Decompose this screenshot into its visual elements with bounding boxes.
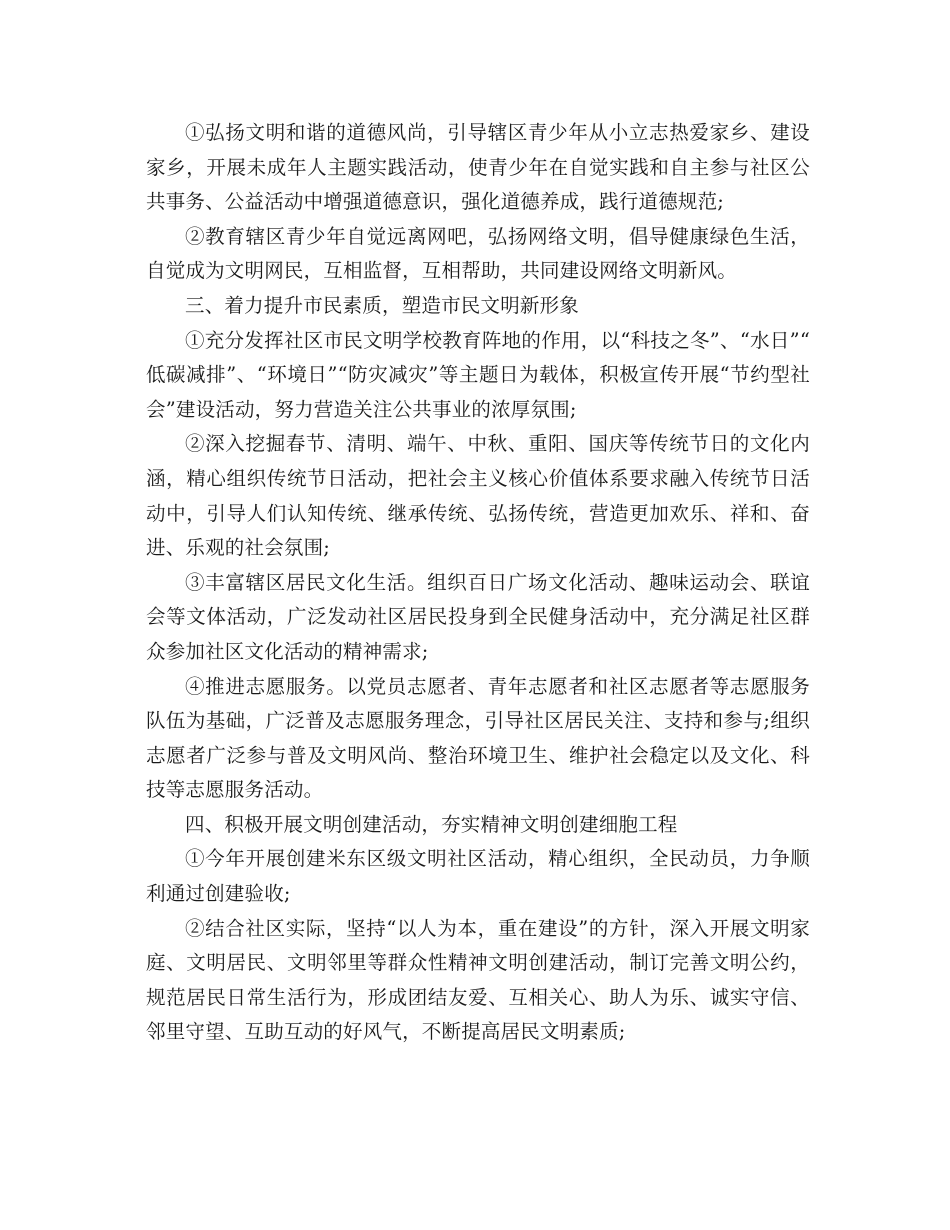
paragraph-goal-3-1: ①充分发挥社区市民文明学校教育阵地的作用，以“科技之冬”、“水日”“低碳减排”、“环境日”“防灾减灾”等主题日为载体，积极宣传开展“节约型社会”建设活动，努力营造关注公共事业的浓厚氛围;	[146, 328, 810, 421]
paragraph-goal-1-2: ②教育辖区青少年自觉远离网吧，弘扬网络文明，倡导健康绿色生活，自觉成为文明网民，互相监督，互相帮助，共同建设网络文明新风。	[146, 224, 810, 283]
section-heading-3: 三、着力提升市民素质，塑造市民文明新形象	[185, 293, 580, 317]
paragraph-goal-3-3: ③丰富辖区居民文化生活。组织百日广场文化活动、趣味运动会、联谊会等文体活动，广泛发动社区居民投身到全民健身活动中，充分满足社区群众参加社区文化活动的精神需求;	[146, 570, 810, 663]
paragraph-goal-3-2: ②深入挖掘春节、清明、端午、中秋、重阳、国庆等传统节日的文化内涵，精心组织传统节日活动，把社会主义核心价值体系要求融入传统节日活动中，引导人们认知传统、继承传统、弘扬传统，营造更加欢乐、祥和、奋进、乐观的社会氛围;	[146, 432, 810, 560]
paragraph-goal-1-1: ①弘扬文明和谐的道德风尚，引导辖区青少年从小立志热爱家乡、建设家乡，开展未成年人主题实践活动，使青少年在自觉实践和自主参与社区公共事务、公益活动中增强道德意识，强化道德养成，践行道德规范;	[146, 121, 810, 214]
section-heading-4: 四、积极开展文明创建活动，夯实精神文明创建细胞工程	[185, 812, 678, 836]
paragraph-goal-4-2: ②结合社区实际，坚持“以人为本，重在建设”的方针，深入开展文明家庭、文明居民、文明邻里等群众性精神文明创建活动，制订完善文明公约，规范居民日常生活行为，形成团结友爱、互相关心、助人为乐、诚实守信、邻里守望、互助互动的好风气，不断提高居民文明素质;	[146, 916, 810, 1044]
paragraph-goal-4-1: ①今年开展创建米东区级文明社区活动，精心组织，全民动员，力争顺利通过创建验收;	[146, 847, 810, 906]
paragraph-goal-3-4: ④推进志愿服务。以党员志愿者、青年志愿者和社区志愿者等志愿服务队伍为基础，广泛普及志愿服务理念，引导社区居民关注、支持和参与;组织志愿者广泛参与普及文明风尚、整治环境卫生、维护社会稳定以及文化、科技等志愿服务活动。	[146, 674, 810, 802]
document-body	[146, 116, 810, 1050]
